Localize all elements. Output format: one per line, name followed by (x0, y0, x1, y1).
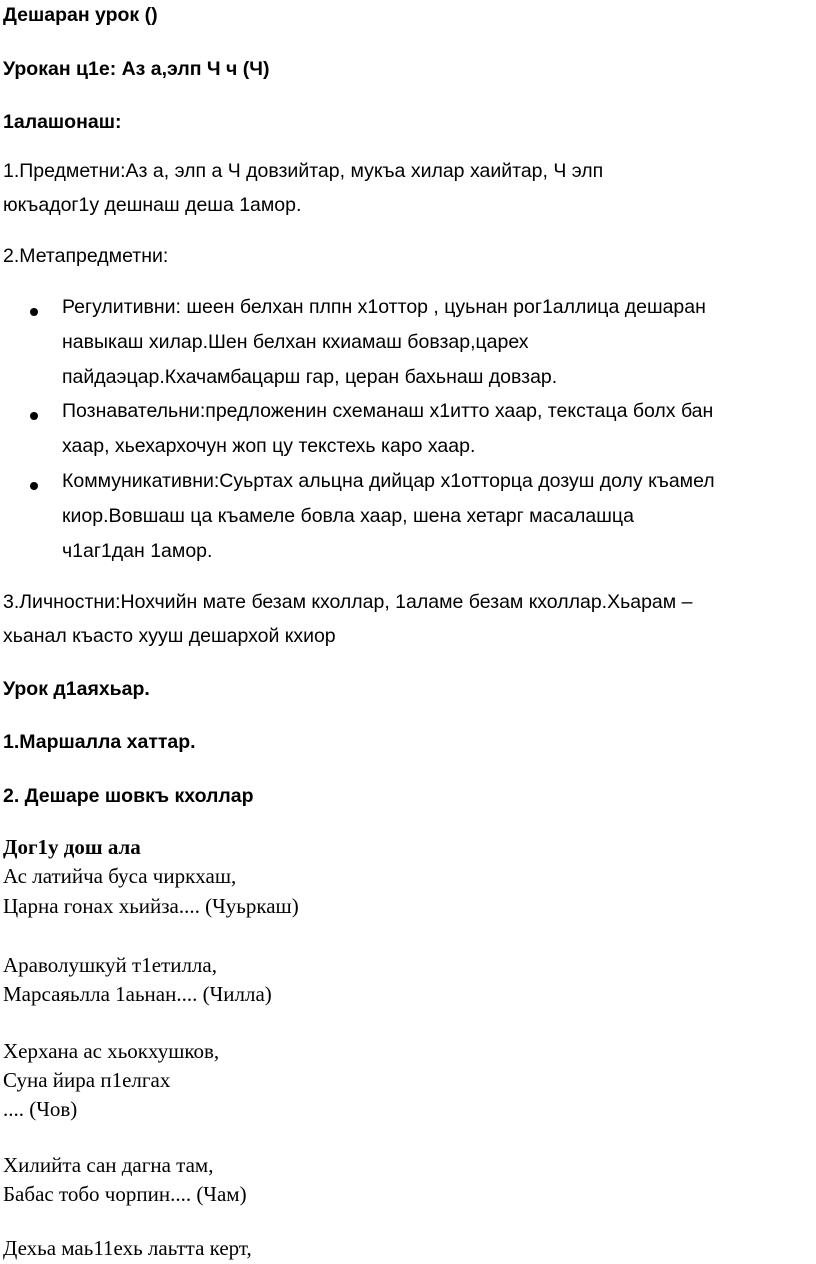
riddle-line: Марсаяьлла 1аьнан.... (Чилла) (3, 982, 272, 1006)
bullet-line: Коммуникативни:Суьртах альцна дийцар х1отторца дозуш долу къамел (62, 470, 715, 492)
bullet-line: пайдаэцар.Кхачамбацарш гар, церан бахьнаш довзар. (62, 366, 558, 388)
subject-objective-line: 1.Предметни:Аз а, элп а Ч довзийтар, мукъа хилар хаийтар, Ч элп (3, 160, 604, 182)
bullet-icon (30, 412, 38, 420)
riddle-line: .... (Чов) (3, 1097, 78, 1121)
riddle-line: Хилийта сан дагна там, (3, 1153, 214, 1177)
bullet-line: ч1аг1дан 1амор. (62, 540, 213, 562)
riddle-line: Херхана ас хьокхушков, (3, 1039, 220, 1063)
bullet-icon (30, 482, 38, 490)
riddle-line: Араволушкуй т1етилла, (3, 953, 217, 977)
procedure-label: Урок д1аяхьар. (3, 678, 150, 700)
bullet-icon (30, 308, 38, 316)
bullet-line: киор.Вовшаш ца къамеле бовла хаар, шена хетарг масалашца (62, 505, 634, 527)
riddle-line: Бабас тобо чорпин.... (Чам) (3, 1182, 247, 1206)
objectives-label: 1алашонаш: (3, 111, 122, 133)
meta-objectives-label: 2.Метапредметни: (3, 245, 169, 267)
bullet-line: Регулитивни: шеен белхан плпн х1оттор , цуьнан рог1аллица дешаран (62, 296, 706, 318)
riddle-line: Царна гонах хьийза.... (Чуьркаш) (3, 894, 299, 918)
lesson-topic: Урокан ц1е: Аз а,элп Ч ч (Ч) (3, 58, 270, 80)
riddle-line: Дехьа маь11ехь лаьтта керт, (3, 1236, 252, 1260)
bullet-line: навыкаш хилар.Шен белхан кхиамаш бовзар,царех (62, 331, 529, 353)
riddles-title: Дог1у дош ала (3, 835, 141, 859)
bullet-line: хаар, хьехархочун жоп цу текстехь каро хаар. (62, 435, 476, 457)
procedure-step: 1.Маршалла хаттар. (3, 731, 196, 753)
bullet-line: Познавательни:предложенин схеманаш х1итто хаар, текстаца болх бан (62, 400, 714, 422)
procedure-step: 2. Дешаре шовкъ кхоллар (3, 785, 254, 807)
personal-objective-line: хьанал къасто хууш дешархой кхиор (3, 625, 336, 647)
lesson-title: Дешаран урок () (3, 4, 158, 26)
riddle-line: Суна йира п1елгах (3, 1068, 171, 1092)
riddle-line: Ас латийча буса чиркхаш, (3, 864, 237, 888)
subject-objective-line: юкъадог1у дешнаш деша 1амор. (3, 194, 302, 216)
personal-objective-line: 3.Личностни:Нохчийн мате безам кхоллар, 1аламе безам кхоллар.Хьарам – (3, 591, 693, 613)
